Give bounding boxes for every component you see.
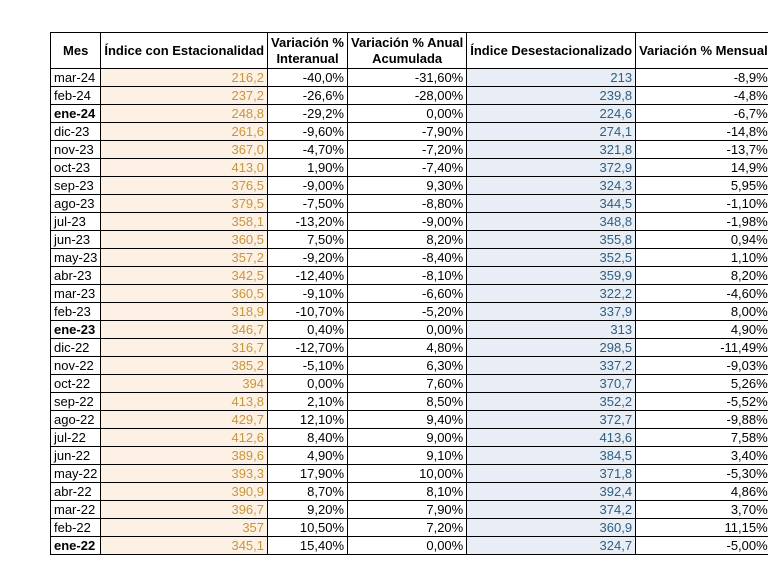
cell-mes: mar-23 — [51, 285, 101, 303]
cell-variacion-interanual: 7,50% — [268, 231, 348, 249]
cell-variacion-interanual: 0,00% — [268, 375, 348, 393]
table-row — [51, 411, 768, 429]
cell-mes: abr-23 — [51, 267, 101, 285]
header-row — [51, 33, 768, 69]
table-row — [51, 213, 768, 231]
cell-variacion-anual-acumulada: 9,00% — [348, 429, 467, 447]
cell-variacion-interanual: 10,50% — [268, 519, 348, 537]
cell-variacion-anual-acumulada: -8,40% — [348, 249, 467, 267]
cell-variacion-interanual: 15,40% — [268, 537, 348, 555]
table-row — [51, 429, 768, 447]
cell-variacion-mensual: -1,10% — [636, 195, 768, 213]
cell-variacion-interanual: -12,70% — [268, 339, 348, 357]
cell-variacion-mensual: -9,03% — [636, 357, 768, 375]
cell-variacion-mensual: 7,58% — [636, 429, 768, 447]
cell-mes: oct-23 — [51, 159, 101, 177]
cell-variacion-interanual: -9,60% — [268, 123, 348, 141]
cell-variacion-mensual: 4,86% — [636, 483, 768, 501]
cell-variacion-interanual: 0,40% — [268, 321, 348, 339]
cell-variacion-interanual: -9,00% — [268, 177, 348, 195]
table-row — [51, 447, 768, 465]
cell-indice-estacionalidad: 360,5 — [101, 231, 268, 249]
table-row — [51, 123, 768, 141]
cell-indice-estacionalidad: 357,2 — [101, 249, 268, 267]
cell-indice-desestacionalizado: 392,4 — [467, 483, 636, 501]
cell-indice-estacionalidad: 345,1 — [101, 537, 268, 555]
cell-variacion-anual-acumulada: 4,80% — [348, 339, 467, 357]
cell-indice-estacionalidad: 393,3 — [101, 465, 268, 483]
cell-variacion-mensual: 4,90% — [636, 321, 768, 339]
cell-variacion-mensual: -5,30% — [636, 465, 768, 483]
cell-variacion-mensual: 8,00% — [636, 303, 768, 321]
table-row — [51, 177, 768, 195]
cell-variacion-interanual: 8,70% — [268, 483, 348, 501]
cell-mes: may-23 — [51, 249, 101, 267]
cell-indice-estacionalidad: 248,8 — [101, 105, 268, 123]
cell-indice-estacionalidad: 412,6 — [101, 429, 268, 447]
cell-indice-desestacionalizado: 324,3 — [467, 177, 636, 195]
cell-indice-estacionalidad: 216,2 — [101, 69, 268, 87]
table-row — [51, 321, 768, 339]
cell-indice-desestacionalizado: 321,8 — [467, 141, 636, 159]
cell-variacion-interanual: -29,2% — [268, 105, 348, 123]
cell-variacion-interanual: -12,40% — [268, 267, 348, 285]
table-row — [51, 159, 768, 177]
cell-variacion-mensual: -4,8% — [636, 87, 768, 105]
cell-mes: mar-22 — [51, 501, 101, 519]
table-row — [51, 69, 768, 87]
cell-variacion-anual-acumulada: 8,20% — [348, 231, 467, 249]
cell-indice-estacionalidad: 413,0 — [101, 159, 268, 177]
cell-variacion-interanual: -10,70% — [268, 303, 348, 321]
header-variacion-interanual-line1: Variación % — [271, 34, 344, 50]
cell-mes: nov-22 — [51, 357, 101, 375]
table-row — [51, 105, 768, 123]
cell-indice-estacionalidad: 367,0 — [101, 141, 268, 159]
cell-mes: ene-23 — [51, 321, 101, 339]
table-header — [51, 33, 768, 69]
table-row — [51, 483, 768, 501]
cell-indice-estacionalidad: 318,9 — [101, 303, 268, 321]
cell-variacion-interanual: -40,0% — [268, 69, 348, 87]
table-row — [51, 231, 768, 249]
cell-variacion-mensual: -9,88% — [636, 411, 768, 429]
header-variacion-anual-line1: Variación % Anual — [351, 34, 464, 50]
header-variacion-interanual-line2: Interanual — [276, 50, 339, 66]
cell-indice-desestacionalizado: 337,2 — [467, 357, 636, 375]
cell-mes: ago-22 — [51, 411, 101, 429]
cell-mes: jun-22 — [51, 447, 101, 465]
cell-variacion-interanual: -13,20% — [268, 213, 348, 231]
cell-variacion-mensual: 5,95% — [636, 177, 768, 195]
table-row — [51, 537, 768, 555]
cell-indice-desestacionalizado: 239,8 — [467, 87, 636, 105]
cell-variacion-interanual: 8,40% — [268, 429, 348, 447]
cell-indice-estacionalidad: 316,7 — [101, 339, 268, 357]
cell-variacion-anual-acumulada: 7,20% — [348, 519, 467, 537]
data-table — [50, 32, 768, 555]
cell-indice-estacionalidad: 385,2 — [101, 357, 268, 375]
cell-mes: jun-23 — [51, 231, 101, 249]
cell-variacion-anual-acumulada: 8,10% — [348, 483, 467, 501]
cell-mes: ene-22 — [51, 537, 101, 555]
table-row — [51, 303, 768, 321]
header-variacion-anual-acumulada — [348, 33, 467, 69]
cell-indice-desestacionalizado: 274,1 — [467, 123, 636, 141]
cell-mes: ene-24 — [51, 105, 101, 123]
cell-variacion-anual-acumulada: -31,60% — [348, 69, 467, 87]
cell-indice-desestacionalizado: 352,2 — [467, 393, 636, 411]
table-row — [51, 393, 768, 411]
cell-indice-estacionalidad: 379,5 — [101, 195, 268, 213]
cell-variacion-mensual: -8,9% — [636, 69, 768, 87]
cell-mes: jul-22 — [51, 429, 101, 447]
cell-variacion-interanual: -26,6% — [268, 87, 348, 105]
cell-mes: sep-23 — [51, 177, 101, 195]
table-row — [51, 87, 768, 105]
cell-mes: ago-23 — [51, 195, 101, 213]
cell-indice-estacionalidad: 394 — [101, 375, 268, 393]
cell-mes: feb-23 — [51, 303, 101, 321]
cell-indice-desestacionalizado: 298,5 — [467, 339, 636, 357]
cell-variacion-anual-acumulada: 7,60% — [348, 375, 467, 393]
cell-variacion-mensual: -1,98% — [636, 213, 768, 231]
cell-variacion-mensual: 11,15% — [636, 519, 768, 537]
cell-variacion-anual-acumulada: 0,00% — [348, 321, 467, 339]
cell-variacion-mensual: 8,20% — [636, 267, 768, 285]
cell-indice-desestacionalizado: 359,9 — [467, 267, 636, 285]
header-mes: Mes — [51, 33, 101, 69]
cell-indice-desestacionalizado: 360,9 — [467, 519, 636, 537]
cell-mes: jul-23 — [51, 213, 101, 231]
cell-indice-desestacionalizado: 213 — [467, 69, 636, 87]
cell-indice-desestacionalizado: 344,5 — [467, 195, 636, 213]
cell-variacion-mensual: -5,00% — [636, 537, 768, 555]
cell-indice-estacionalidad: 389,6 — [101, 447, 268, 465]
cell-variacion-anual-acumulada: 7,90% — [348, 501, 467, 519]
cell-indice-estacionalidad: 390,9 — [101, 483, 268, 501]
cell-variacion-anual-acumulada: 0,00% — [348, 105, 467, 123]
cell-variacion-anual-acumulada: -8,80% — [348, 195, 467, 213]
cell-variacion-mensual: 0,94% — [636, 231, 768, 249]
cell-indice-desestacionalizado: 413,6 — [467, 429, 636, 447]
cell-variacion-interanual: 2,10% — [268, 393, 348, 411]
cell-variacion-anual-acumulada: -7,40% — [348, 159, 467, 177]
cell-variacion-mensual: 3,70% — [636, 501, 768, 519]
cell-mes: abr-22 — [51, 483, 101, 501]
cell-indice-estacionalidad: 396,7 — [101, 501, 268, 519]
table-row — [51, 267, 768, 285]
header-variacion-interanual — [268, 33, 348, 69]
cell-indice-estacionalidad: 261,6 — [101, 123, 268, 141]
cell-mes: nov-23 — [51, 141, 101, 159]
table-row — [51, 357, 768, 375]
cell-variacion-mensual: -14,8% — [636, 123, 768, 141]
table-row — [51, 375, 768, 393]
cell-variacion-mensual: 5,26% — [636, 375, 768, 393]
cell-indice-estacionalidad: 358,1 — [101, 213, 268, 231]
cell-variacion-anual-acumulada: 10,00% — [348, 465, 467, 483]
cell-variacion-interanual: 4,90% — [268, 447, 348, 465]
cell-variacion-anual-acumulada: -9,00% — [348, 213, 467, 231]
cell-indice-desestacionalizado: 337,9 — [467, 303, 636, 321]
cell-mes: sep-22 — [51, 393, 101, 411]
cell-variacion-interanual: -5,10% — [268, 357, 348, 375]
table-row — [51, 501, 768, 519]
cell-mes: mar-24 — [51, 69, 101, 87]
cell-indice-desestacionalizado: 384,5 — [467, 447, 636, 465]
cell-variacion-interanual: 9,20% — [268, 501, 348, 519]
table-row — [51, 285, 768, 303]
table-row — [51, 465, 768, 483]
cell-variacion-interanual: -9,20% — [268, 249, 348, 267]
cell-variacion-interanual: -7,50% — [268, 195, 348, 213]
cell-variacion-anual-acumulada: 9,10% — [348, 447, 467, 465]
cell-variacion-mensual: -13,7% — [636, 141, 768, 159]
cell-variacion-mensual: -6,7% — [636, 105, 768, 123]
header-indice-desestacionalizado: Índice Desestacionalizado — [467, 33, 636, 69]
cell-variacion-anual-acumulada: -28,00% — [348, 87, 467, 105]
cell-mes: dic-23 — [51, 123, 101, 141]
cell-variacion-anual-acumulada: -5,20% — [348, 303, 467, 321]
table-row — [51, 249, 768, 267]
cell-variacion-anual-acumulada: 0,00% — [348, 537, 467, 555]
header-variacion-anual-line2: Acumulada — [372, 50, 443, 66]
cell-variacion-mensual: 14,9% — [636, 159, 768, 177]
cell-variacion-interanual: -4,70% — [268, 141, 348, 159]
cell-indice-desestacionalizado: 372,9 — [467, 159, 636, 177]
header-variacion-mensual: Variación % Mensual — [636, 33, 768, 69]
cell-variacion-mensual: 3,40% — [636, 447, 768, 465]
cell-variacion-anual-acumulada: -6,60% — [348, 285, 467, 303]
cell-indice-desestacionalizado: 372,7 — [467, 411, 636, 429]
cell-indice-desestacionalizado: 352,5 — [467, 249, 636, 267]
cell-indice-estacionalidad: 342,5 — [101, 267, 268, 285]
cell-indice-desestacionalizado: 348,8 — [467, 213, 636, 231]
cell-variacion-mensual: -5,52% — [636, 393, 768, 411]
header-indice-estacionalidad: Índice con Estacionalidad — [101, 33, 268, 69]
cell-indice-estacionalidad: 346,7 — [101, 321, 268, 339]
cell-indice-estacionalidad: 376,5 — [101, 177, 268, 195]
cell-variacion-anual-acumulada: 6,30% — [348, 357, 467, 375]
cell-variacion-mensual: -4,60% — [636, 285, 768, 303]
cell-variacion-interanual: 1,90% — [268, 159, 348, 177]
cell-indice-desestacionalizado: 313 — [467, 321, 636, 339]
cell-mes: feb-22 — [51, 519, 101, 537]
cell-variacion-interanual: 12,10% — [268, 411, 348, 429]
cell-variacion-anual-acumulada: 8,50% — [348, 393, 467, 411]
table-body — [51, 69, 768, 555]
cell-indice-desestacionalizado: 374,2 — [467, 501, 636, 519]
cell-variacion-anual-acumulada: -7,20% — [348, 141, 467, 159]
cell-indice-desestacionalizado: 355,8 — [467, 231, 636, 249]
cell-variacion-anual-acumulada: -8,10% — [348, 267, 467, 285]
cell-variacion-anual-acumulada: -7,90% — [348, 123, 467, 141]
cell-variacion-interanual: 17,90% — [268, 465, 348, 483]
cell-indice-desestacionalizado: 322,2 — [467, 285, 636, 303]
cell-mes: feb-24 — [51, 87, 101, 105]
cell-variacion-interanual: -9,10% — [268, 285, 348, 303]
cell-mes: oct-22 — [51, 375, 101, 393]
cell-indice-desestacionalizado: 324,7 — [467, 537, 636, 555]
table-row — [51, 141, 768, 159]
table-row — [51, 339, 768, 357]
cell-indice-desestacionalizado: 370,7 — [467, 375, 636, 393]
cell-variacion-mensual: -11,49% — [636, 339, 768, 357]
cell-indice-estacionalidad: 357 — [101, 519, 268, 537]
cell-variacion-anual-acumulada: 9,40% — [348, 411, 467, 429]
cell-mes: dic-22 — [51, 339, 101, 357]
table-row — [51, 195, 768, 213]
cell-indice-desestacionalizado: 371,8 — [467, 465, 636, 483]
cell-indice-estacionalidad: 429,7 — [101, 411, 268, 429]
cell-variacion-mensual: 1,10% — [636, 249, 768, 267]
table-row — [51, 519, 768, 537]
cell-indice-estacionalidad: 413,8 — [101, 393, 268, 411]
cell-mes: may-22 — [51, 465, 101, 483]
cell-indice-desestacionalizado: 224,6 — [467, 105, 636, 123]
cell-variacion-anual-acumulada: 9,30% — [348, 177, 467, 195]
cell-indice-estacionalidad: 237,2 — [101, 87, 268, 105]
cell-indice-estacionalidad: 360,5 — [101, 285, 268, 303]
